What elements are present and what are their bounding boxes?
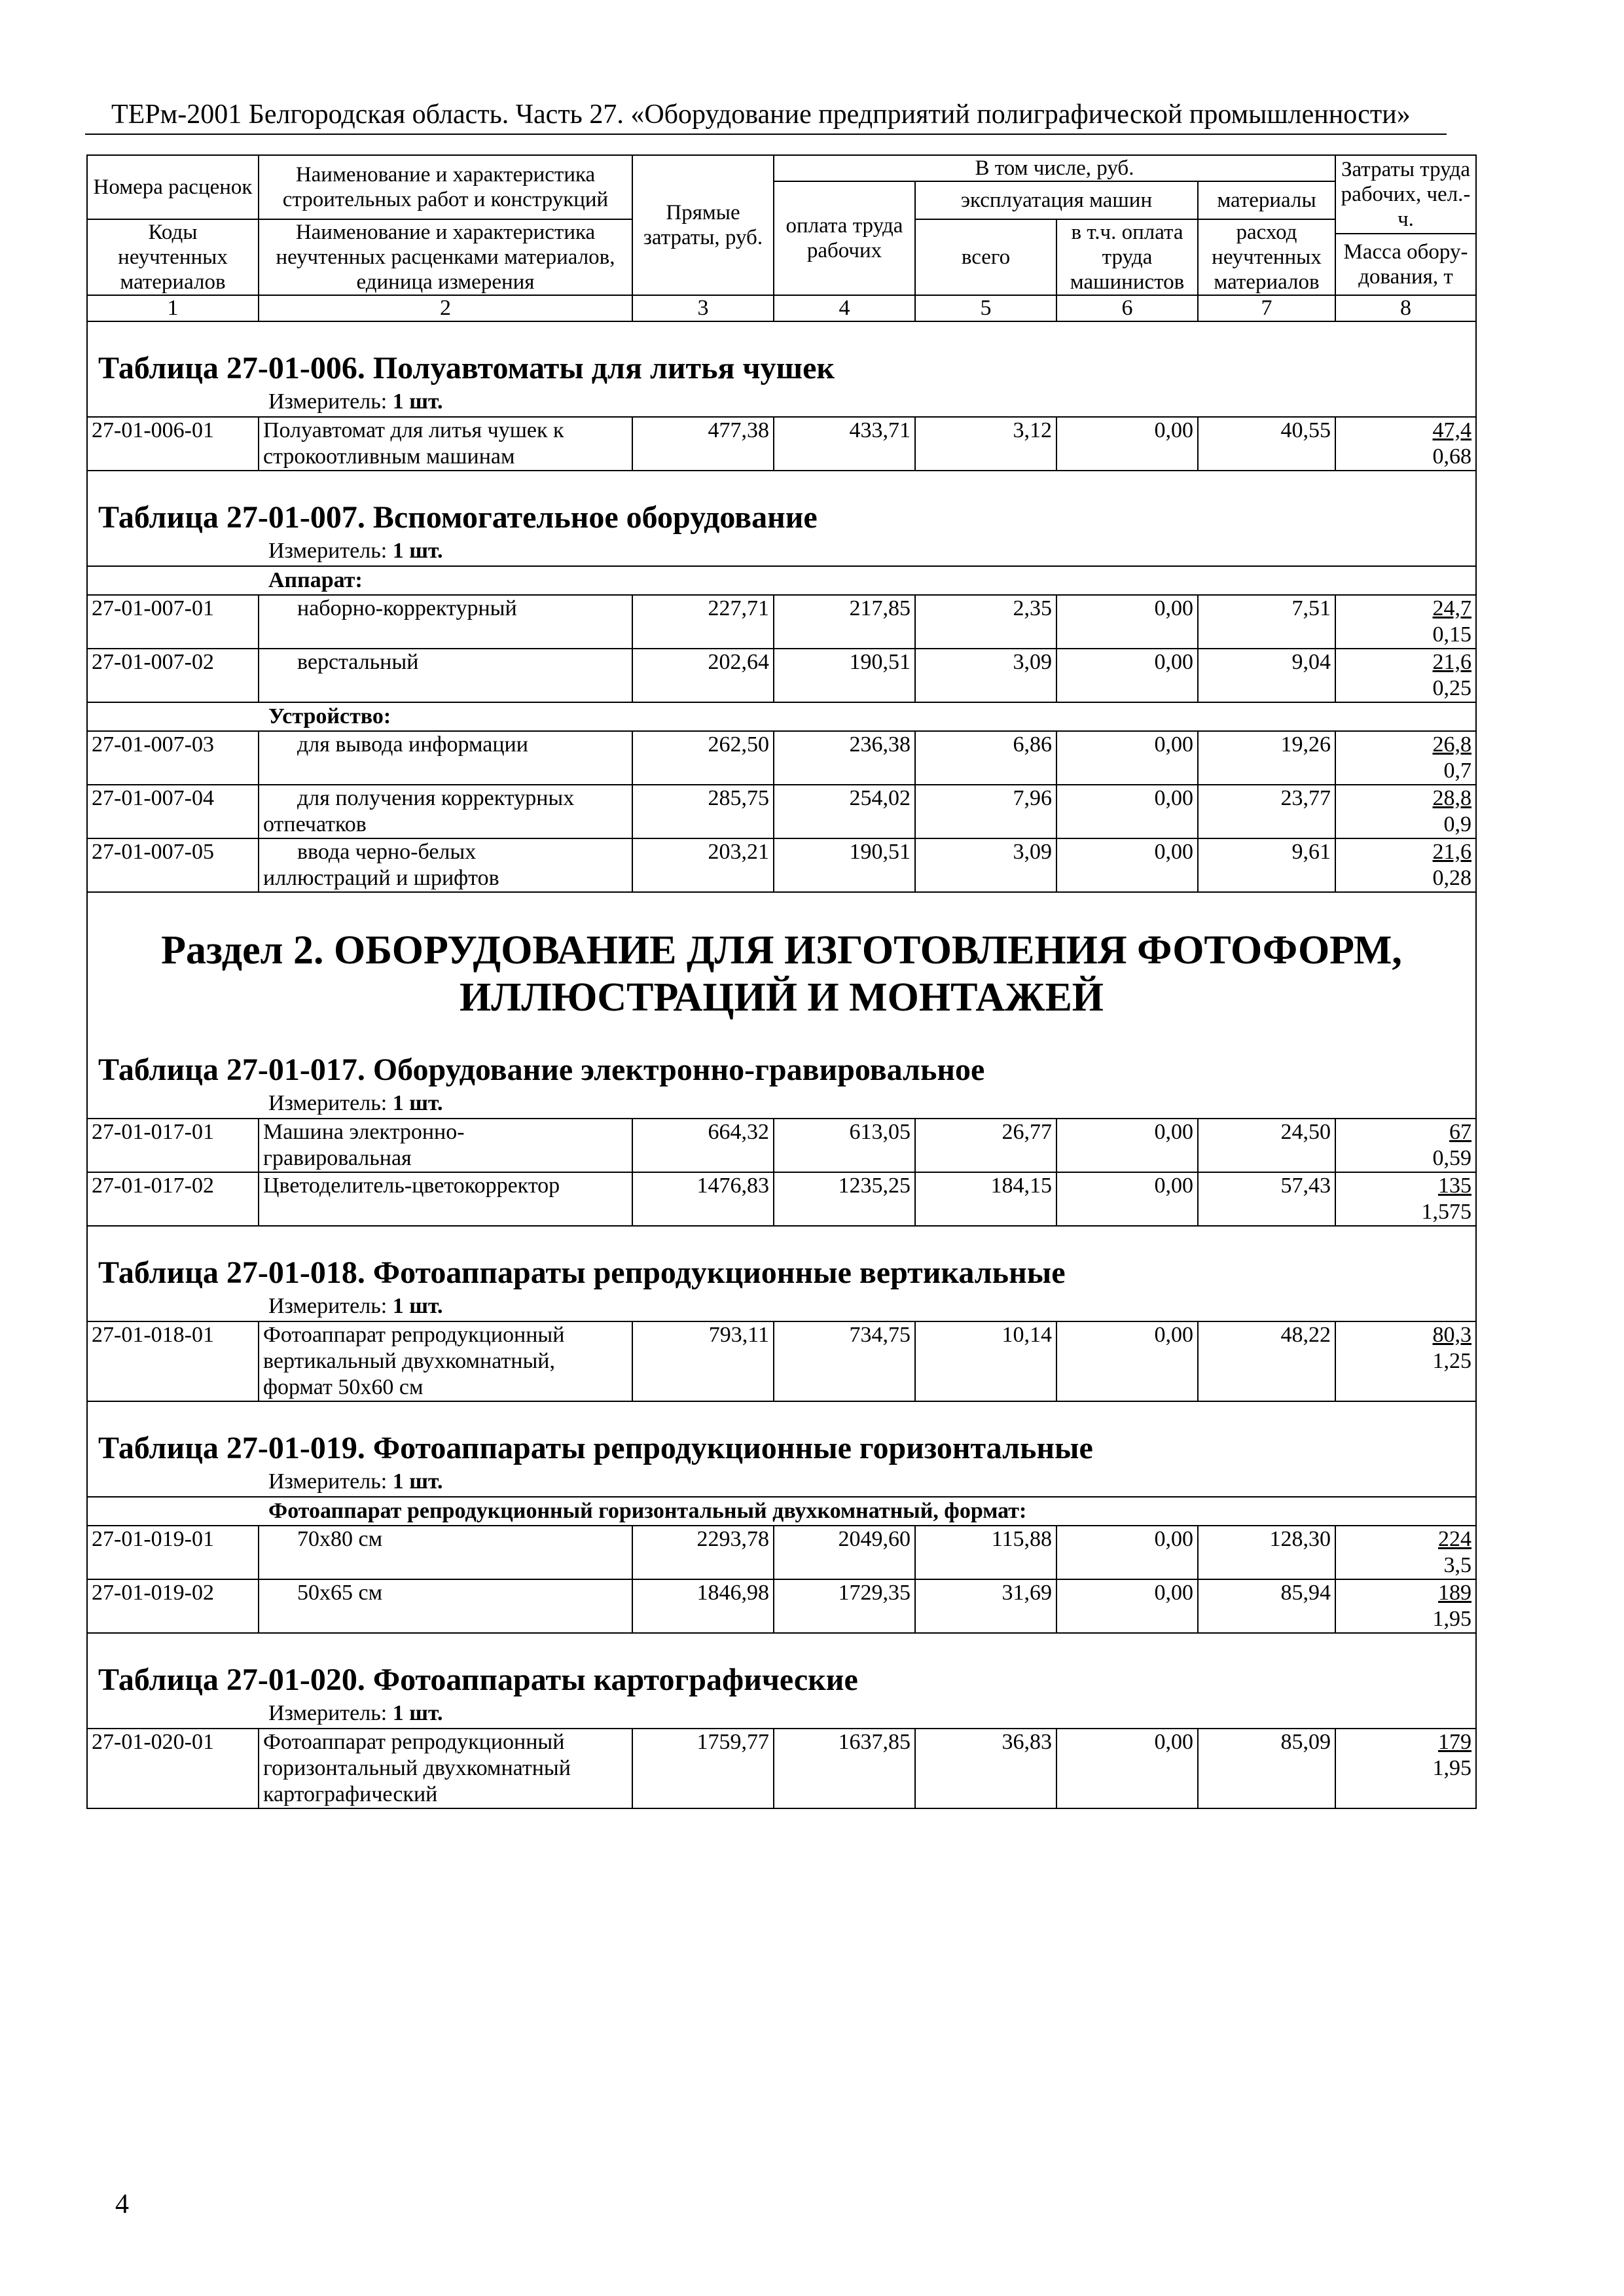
rate-name-line: 70х80 см [297,1527,383,1551]
rate-name-line: иллюстраций и шрифтов [263,866,499,890]
machines-cost: 3,12 [915,417,1056,471]
direct-cost: 203,21 [632,838,774,892]
materials-cost: 48,22 [1198,1321,1335,1401]
labor-hours: 24,7 [1432,596,1472,620]
col-operators-header: в т.ч. оплата труда машинистов [1056,219,1198,295]
labor-hours: 21,6 [1432,650,1472,674]
operators-cost: 0,00 [1056,1172,1198,1226]
unit-value: 1 шт. [392,539,443,563]
column-number: 6 [1056,295,1198,321]
rate-name-line: для получения корректурных [297,786,575,810]
col-name-header: Наименование и характеристика строительных работ и конструкций [259,155,632,219]
rate-name-line: строкоотливным машинам [263,444,515,469]
operators-cost: 0,00 [1056,1579,1198,1633]
column-number: 5 [915,295,1056,321]
column-number: 3 [632,295,774,321]
section-title-line: ИЛЛЮСТРАЦИЙ И МОНТАЖЕЙ [459,975,1104,1020]
rate-name [259,1579,632,1633]
table-title: Таблица 27-01-020. Фотоаппараты картографические [87,1633,1476,1699]
rate-name [259,417,632,471]
rate-code: 27-01-007-04 [87,785,259,838]
labor-hours: 179 [1438,1730,1472,1754]
labor-hours: 28,8 [1432,786,1472,810]
rate-name-line: верстальный [297,650,419,674]
table-title: Таблица 27-01-007. Вспомогательное оборудование [87,471,1476,537]
table-row [87,649,1476,702]
rate-name [259,1119,632,1172]
unit-value: 1 шт. [392,1701,443,1725]
rate-code: 27-01-007-02 [87,649,259,702]
materials-cost: 128,30 [1198,1526,1335,1579]
machines-cost: 3,09 [915,838,1056,892]
rate-name [259,838,632,892]
unit-line [87,1467,1476,1497]
equipment-mass: 0,25 [1432,676,1472,700]
table-row [87,1526,1476,1579]
unit-label: Измеритель: [268,539,388,563]
direct-cost: 227,71 [632,595,774,649]
column-number: 2 [259,295,632,321]
machines-cost: 2,35 [915,595,1056,649]
labor-hours: 26,8 [1432,732,1472,757]
rate-name [259,785,632,838]
materials-cost: 24,50 [1198,1119,1335,1172]
hours-mass [1335,1119,1476,1172]
machines-cost: 10,14 [915,1321,1056,1401]
col-machines-header: эксплуатация машин [915,181,1198,219]
labor-cost: 236,38 [774,731,915,785]
equipment-mass: 1,95 [1432,1756,1472,1780]
rate-name-line: вертикальный двухкомнатный, [263,1349,556,1373]
equipment-mass: 0,15 [1432,622,1472,647]
rate-name-line: ввода черно-белых [297,840,477,864]
labor-hours: 47,4 [1432,418,1472,442]
table-row [87,1119,1476,1172]
rate-name-line: для вывода информации [297,732,528,757]
materials-cost: 85,09 [1198,1729,1335,1808]
table-row [87,838,1476,892]
rate-name-line: формат 50х60 см [263,1375,424,1399]
hours-mass [1335,649,1476,702]
unit-label: Измеритель: [268,1469,388,1494]
group-label: Фотоаппарат репродукционный горизонтальный двухкомнатный, формат: [87,1497,1476,1526]
unit-line [87,537,1476,566]
equipment-mass: 1,575 [1421,1200,1472,1224]
hours-mass [1335,838,1476,892]
hours-mass [1335,1526,1476,1579]
labor-cost: 433,71 [774,417,915,471]
machines-cost: 6,86 [915,731,1056,785]
col-machines-total-header: всего [915,219,1056,295]
table-row [87,785,1476,838]
column-number: 8 [1335,295,1476,321]
rate-code: 27-01-007-03 [87,731,259,785]
materials-cost: 23,77 [1198,785,1335,838]
col-labor-header: оплата труда рабочих [774,181,915,295]
col-direct-header: Прямые затраты, руб. [632,155,774,295]
rate-code: 27-01-017-01 [87,1119,259,1172]
rate-name [259,1729,632,1808]
rate-name [259,649,632,702]
rate-name [259,1321,632,1401]
rate-name-line: Цветоделитель-цветокорректор [263,1174,560,1198]
direct-cost: 262,50 [632,731,774,785]
rate-name-line: Полуавтомат для литья чушек к [263,418,564,442]
direct-cost: 285,75 [632,785,774,838]
labor-hours: 67 [1449,1120,1472,1144]
rate-code: 27-01-007-01 [87,595,259,649]
page-number: 4 [115,2189,129,2219]
equipment-mass: 0,7 [1443,759,1472,783]
group-label: Устройство: [87,702,1476,731]
hours-mass [1335,1172,1476,1226]
materials-cost: 9,61 [1198,838,1335,892]
table-row [87,1321,1476,1401]
operators-cost: 0,00 [1056,838,1198,892]
operators-cost: 0,00 [1056,1119,1198,1172]
labor-hours: 189 [1438,1581,1472,1605]
rate-name-line: горизонтальный двухкомнатный [263,1756,571,1780]
column-number: 4 [774,295,915,321]
unit-line [87,1292,1476,1321]
equipment-mass: 0,59 [1432,1146,1472,1170]
column-number: 1 [87,295,259,321]
labor-cost: 613,05 [774,1119,915,1172]
unit-line [87,387,1476,417]
table-title: Таблица 27-01-019. Фотоаппараты репродукционные горизонтальные [87,1401,1476,1467]
unit-label: Измеритель: [268,1294,388,1318]
machines-cost: 36,83 [915,1729,1056,1808]
machines-cost: 31,69 [915,1579,1056,1633]
unit-label: Измеритель: [268,1701,388,1725]
rate-name [259,1526,632,1579]
col-group-header: В том числе, руб. [774,155,1335,181]
estimate-table [86,154,1477,1809]
unit-value: 1 шт. [392,1294,443,1318]
direct-cost: 1476,83 [632,1172,774,1226]
rate-name [259,1172,632,1226]
direct-cost: 202,64 [632,649,774,702]
hours-mass [1335,785,1476,838]
rate-name-line: гравировальная [263,1146,412,1170]
machines-cost: 115,88 [915,1526,1056,1579]
table-row [87,417,1476,471]
col-hours-header: Затраты труда рабочих, чел.-ч. [1335,155,1476,234]
hours-mass [1335,1579,1476,1633]
labor-hours: 80,3 [1432,1323,1472,1347]
section-title [87,892,1476,1024]
machines-cost: 184,15 [915,1172,1056,1226]
col-codes-header: Номера расценок [87,155,259,219]
direct-cost: 477,38 [632,417,774,471]
direct-cost: 664,32 [632,1119,774,1172]
equipment-mass: 1,25 [1432,1349,1472,1373]
labor-hours: 224 [1438,1527,1472,1551]
section-title-line: Раздел 2. ОБОРУДОВАНИЕ ДЛЯ ИЗГОТОВЛЕНИЯ ФОТОФОРМ, [161,928,1402,973]
machines-cost: 7,96 [915,785,1056,838]
table-row [87,1729,1476,1808]
unit-value: 1 шт. [392,389,443,414]
rate-name-line: отпечатков [263,812,367,836]
operators-cost: 0,00 [1056,1729,1198,1808]
table-row [87,1172,1476,1226]
labor-cost: 2049,60 [774,1526,915,1579]
direct-cost: 2293,78 [632,1526,774,1579]
materials-cost: 40,55 [1198,417,1335,471]
materials-cost: 7,51 [1198,595,1335,649]
labor-cost: 1235,25 [774,1172,915,1226]
table-body [87,321,1476,1808]
table-header [87,155,1476,321]
operators-cost: 0,00 [1056,785,1198,838]
equipment-mass: 3,5 [1443,1553,1472,1577]
table-title: Таблица 27-01-018. Фотоаппараты репродукционные вертикальные [87,1226,1476,1292]
col-unaccounted-materials-header: расход неучтенных материалов [1198,219,1335,295]
equipment-mass: 0,68 [1432,444,1472,469]
labor-cost: 190,51 [774,838,915,892]
unit-value: 1 шт. [392,1469,443,1494]
labor-cost: 1637,85 [774,1729,915,1808]
labor-cost: 190,51 [774,649,915,702]
unit-line [87,1089,1476,1119]
operators-cost: 0,00 [1056,1526,1198,1579]
unit-label: Измеритель: [268,1091,388,1115]
rate-name-line: 50х65 см [297,1581,383,1605]
rate-code: 27-01-007-05 [87,838,259,892]
labor-cost: 734,75 [774,1321,915,1401]
materials-cost: 57,43 [1198,1172,1335,1226]
col-mass-header: Масса обору-дования, т [1335,234,1476,295]
rate-name-line: Фотоаппарат репродукционный [263,1730,565,1754]
equipment-mass: 0,9 [1443,812,1472,836]
hours-mass [1335,731,1476,785]
rate-name [259,595,632,649]
direct-cost: 1759,77 [632,1729,774,1808]
table-row [87,731,1476,785]
materials-cost: 9,04 [1198,649,1335,702]
col-unaccounted-name-header: Наименование и характеристика неучтенных расценками материалов, единица измерения [259,219,632,295]
operators-cost: 0,00 [1056,649,1198,702]
direct-cost: 1846,98 [632,1579,774,1633]
hours-mass [1335,1321,1476,1401]
unit-value: 1 шт. [392,1091,443,1115]
rate-code: 27-01-018-01 [87,1321,259,1401]
header-rule [85,134,1447,135]
table-title: Таблица 27-01-017. Оборудование электронно-гравировальное [87,1024,1476,1089]
rate-name-line: Машина электронно- [263,1120,465,1144]
hours-mass [1335,417,1476,471]
operators-cost: 0,00 [1056,1321,1198,1401]
col-unaccounted-codes-header: Коды неучтенных материалов [87,219,259,295]
operators-cost: 0,00 [1056,595,1198,649]
rate-code: 27-01-019-01 [87,1526,259,1579]
running-header: ТЕРм-2001 Белгородская область. Часть 27. «Оборудование предприятий полиграфической промышленности» [111,99,1411,130]
column-number: 7 [1198,295,1335,321]
labor-cost: 254,02 [774,785,915,838]
equipment-mass: 0,28 [1432,866,1472,890]
operators-cost: 0,00 [1056,417,1198,471]
rate-code: 27-01-006-01 [87,417,259,471]
machines-cost: 26,77 [915,1119,1056,1172]
rate-code: 27-01-019-02 [87,1579,259,1633]
unit-label: Измеритель: [268,389,388,414]
direct-cost: 793,11 [632,1321,774,1401]
labor-cost: 217,85 [774,595,915,649]
rate-code: 27-01-017-02 [87,1172,259,1226]
table-row [87,595,1476,649]
col-materials-header: материалы [1198,181,1335,219]
group-label: Аппарат: [87,566,1476,595]
rate-name [259,731,632,785]
rate-code: 27-01-020-01 [87,1729,259,1808]
rate-name-line: картографический [263,1782,438,1806]
hours-mass [1335,595,1476,649]
labor-hours: 135 [1438,1174,1472,1198]
table-title: Таблица 27-01-006. Полуавтоматы для литья чушек [87,321,1476,387]
labor-hours: 21,6 [1432,840,1472,864]
rate-name-line: Фотоаппарат репродукционный [263,1323,565,1347]
materials-cost: 19,26 [1198,731,1335,785]
column-numbers-row [87,295,1476,321]
unit-line [87,1699,1476,1729]
operators-cost: 0,00 [1056,731,1198,785]
hours-mass [1335,1729,1476,1808]
labor-cost: 1729,35 [774,1579,915,1633]
equipment-mass: 1,95 [1432,1607,1472,1631]
materials-cost: 85,94 [1198,1579,1335,1633]
table-row [87,1579,1476,1633]
rate-name-line: наборно-корректурный [297,596,517,620]
machines-cost: 3,09 [915,649,1056,702]
